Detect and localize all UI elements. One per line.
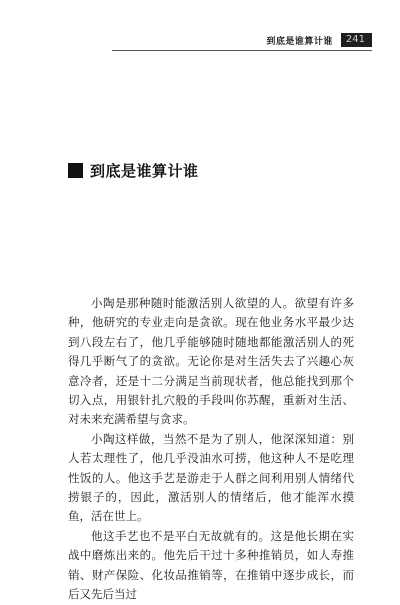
paragraph: 小陶是那种随时能激活别人欲望的人。欲望有许多种，他研究的专业走向是贪欲。现在他业务水平最少达到八段左右了，他几乎能够随时随地都能激活别人的死得几乎断气了的贪欲。无论你是对生活失去了兴趣心灰意冷者，还是十二分满足当前现状者，他总能找到那个切入点，用银针扎穴般的手段叫你苏醒，重新对生活、对未来充满希望与贪求。 — [68, 296, 354, 427]
chapter-title: 到底是谁算计谁 — [90, 162, 199, 180]
chapter-heading — [68, 160, 199, 181]
paragraph: 小陶这样做，当然不是为了别人，他深深知道：别人若太理性了，他几乎没油水可捞，他这种人不是吃理性饭的人。他这手艺是游走于人群之间利用别人情绪代捞银子的，因此，激活别人的情绪后，他才能浑水摸鱼，活在世上。 — [68, 431, 354, 524]
chapter-square-marker-icon — [68, 163, 83, 178]
running-header-title: 到底是谁算计谁 — [266, 36, 333, 47]
page-number: 241 — [341, 33, 372, 47]
header-rule — [112, 50, 372, 51]
paragraph: 他这手艺也不是平白无故就有的。这是他长期在实战中磨炼出来的。他先后干过十多种推销员，如人寿推销、财产保险、化妆品推销等，在推销中逐步成长，而后又先后当过 — [68, 528, 354, 602]
running-header — [266, 33, 372, 47]
body-text — [68, 294, 354, 605]
